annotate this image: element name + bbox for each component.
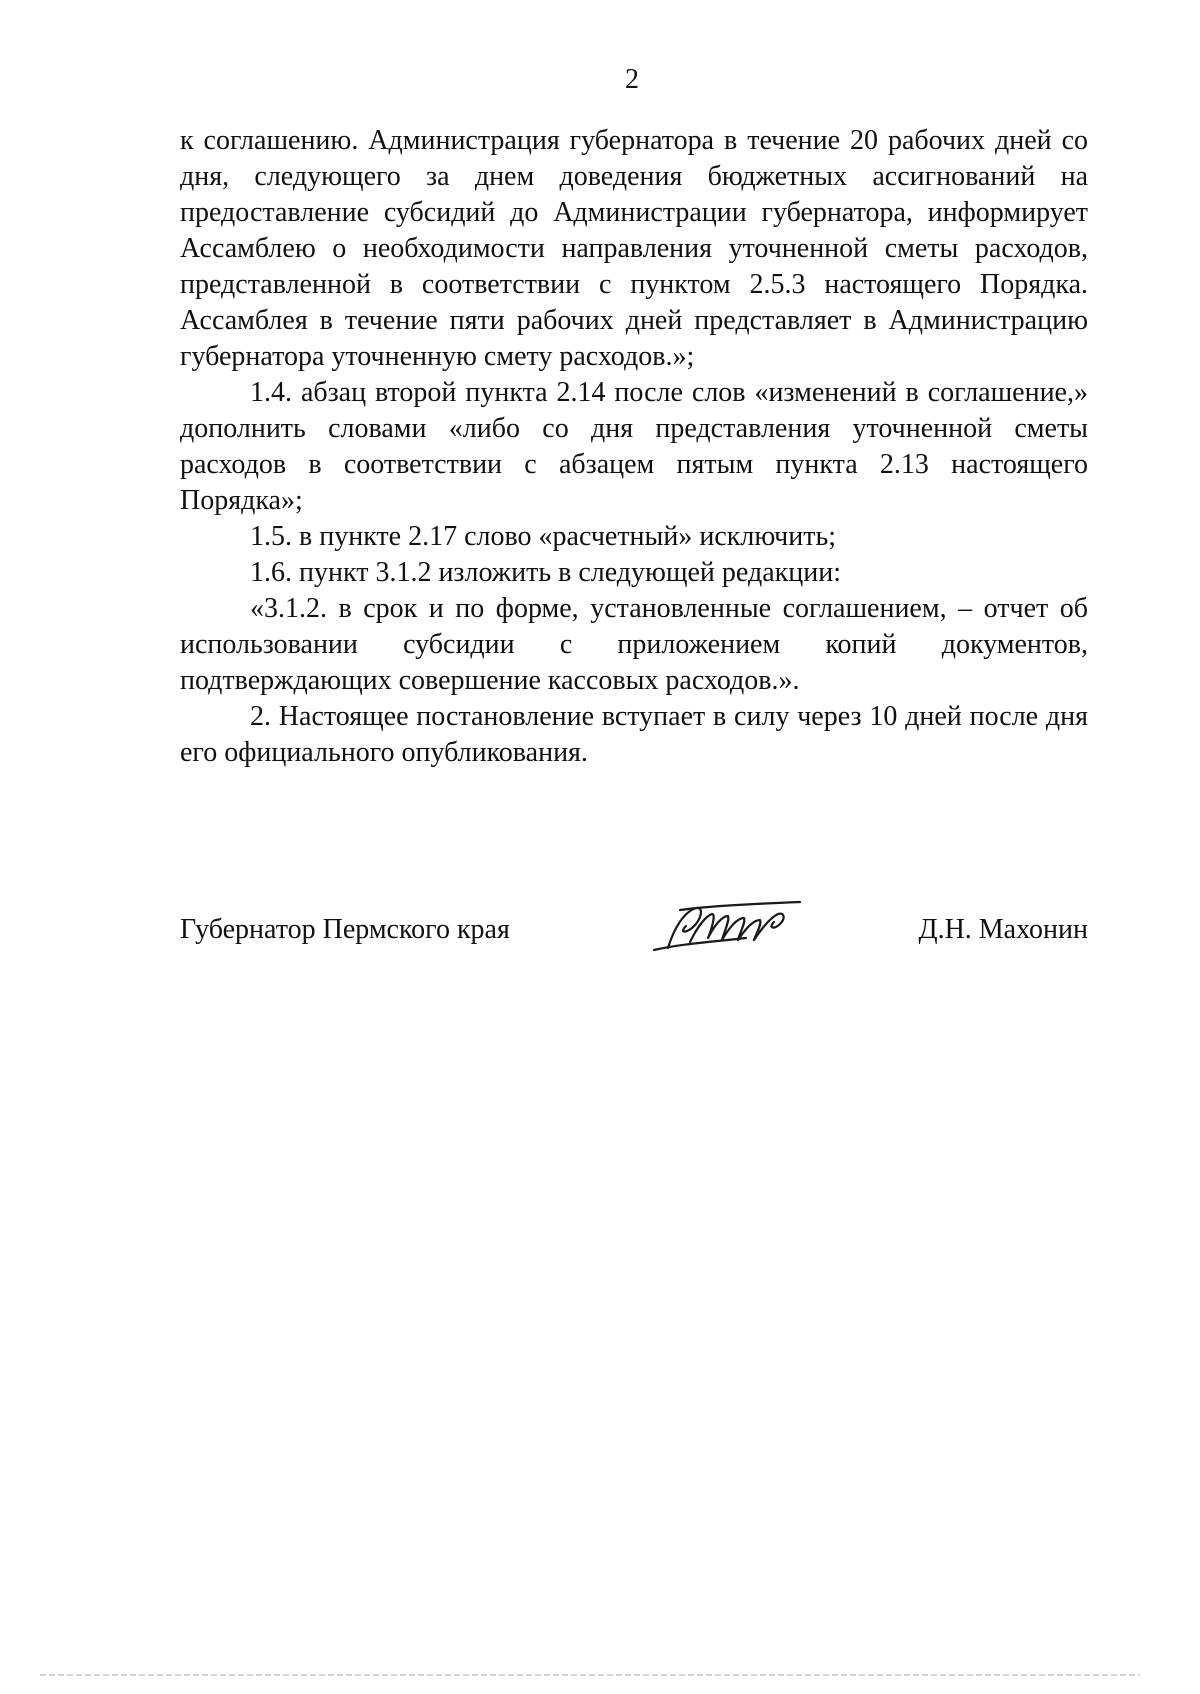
signatory-position: Губернатор Пермского края [180, 914, 510, 945]
document-body [180, 123, 1088, 771]
scan-artifact-line [40, 1674, 1140, 1676]
signature-block [180, 910, 1088, 970]
paragraph-item-1-5: 1.5. в пункте 2.17 слово «расчетный» исключить; [250, 521, 837, 552]
paragraph-continuation: к соглашению. Администрация губернатора в течение 20 рабочих дней со дня, следующего за днем доведения бюджетных ассигнований на предоставление субсидий до Администрации губернатора, информирует Ассамблею о необходимости направления уточненной сметы расходов, представленной в соответствии с пунктом 2.5.3 настоящего Порядка. Ассамблея в течение пяти рабочих дней представляет в Администрацию губернатора уточненную смету расходов.»; [180, 125, 1088, 372]
page-number: 2 [625, 64, 639, 95]
paragraph-item-1-4: 1.4. абзац второй пункта 2.14 после слов «изменений в соглашение,» дополнить словами «либо со дня представления уточненной сметы расходов в соответствии с абзацем пятым пункта 2.13 настоящего Порядка»; [180, 377, 1088, 516]
paragraph-quoted-3-1-2: «3.1.2. в срок и по форме, установленные соглашением, – отчет об использовании субсидии с приложением копий документов, подтверждающих совершение кассовых расходов.». [180, 593, 1088, 696]
paragraph-item-1-6: 1.6. пункт 3.1.2 изложить в следующей редакции: [250, 557, 841, 588]
signatory-name: Д.Н. Махонин [918, 914, 1088, 945]
paragraph-item-2: 2. Настоящее постановление вступает в силу через 10 дней после дня его официального опубликования. [180, 701, 1088, 768]
handwritten-signature [650, 898, 820, 962]
